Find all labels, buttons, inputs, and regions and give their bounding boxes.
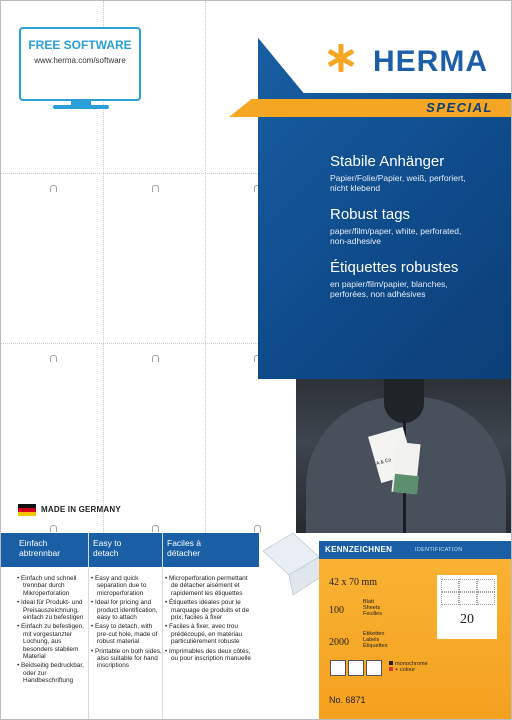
sheets-labels: Blatt Sheets Feuilles (363, 599, 382, 618)
tag-hole (152, 355, 159, 362)
list-item: • Einfach zu befestigen, mit vorgestanzter Lochung, aus besonders stabilem Material (17, 623, 84, 661)
tag-hole (152, 185, 159, 192)
sheet-layout-diagram (437, 575, 497, 639)
feature-list-de (17, 575, 91, 687)
tag-hole (50, 185, 57, 192)
subtitle-de-2: nicht klebend (330, 183, 381, 193)
laser-printer-icon (330, 660, 346, 676)
herma-star-icon (326, 43, 356, 73)
tag-hole (254, 525, 261, 532)
germany-flag-icon (18, 504, 36, 516)
title-fr: Étiquettes robustes (330, 259, 459, 276)
badge-title: FREE SOFTWARE (28, 38, 132, 52)
list-item: • Étiquettes idéales pour le marquage de produits et de prix, faciles à fixer (165, 599, 250, 622)
article-number: No. 6871 (329, 695, 366, 705)
title-en: Robust tags (330, 206, 411, 223)
column-header-de-text: Einfach abtrennbar (19, 538, 61, 558)
label-size: 42 x 70 mm (329, 577, 378, 588)
badge-url: www.herma.com/software (34, 56, 126, 65)
list-item: • Ideal for pricing and product identification, easy to attach (91, 599, 158, 622)
list-item: • Beidseitig bedruckbar, oder zur Handbeschriftung (17, 662, 84, 685)
feature-list-fr (165, 575, 251, 664)
subtitle-fr-1: en papier/film/papier, blanches, (330, 279, 448, 289)
free-software-badge[interactable] (19, 27, 141, 101)
subtitle-de-1: Papier/Folie/Papier, weiß, perforiert, (330, 173, 466, 183)
subtitle-en-2: non-adhesive (330, 236, 382, 246)
category-label: KENNZEICHNEN (325, 545, 393, 554)
feature-list-en (91, 575, 165, 672)
labels-count: 2000 (329, 637, 349, 648)
made-in-label: MADE IN GERMANY (41, 505, 121, 514)
product-photo (296, 379, 511, 533)
print-mode: monochrome + colour (389, 661, 428, 674)
special-label: SPECIAL (426, 100, 493, 115)
perforation-line (205, 1, 206, 533)
list-item: • Einfach und schnell trennbar durch Mikroperforation (17, 575, 77, 597)
labels-per-sheet: 20 (460, 612, 474, 627)
subtitle-fr-2: perforées, non adhésives (330, 289, 426, 299)
tag-text: A & Co (375, 456, 393, 468)
tag-image-print (393, 474, 419, 494)
list-item: • Printable on both sides, also suitable for hand inscriptions (91, 647, 162, 670)
subtitle-en-1: paper/film/paper, white, perforated, (330, 226, 462, 236)
list-item: • Faciles à fixer, avec trou prédécoupé, en matériau particulièrement robuste (165, 623, 243, 646)
column-header-fr-text: Faciles à détacher (167, 538, 202, 558)
sheets-count: 100 (329, 605, 344, 616)
list-item: • Easy to detach, with pre-cut hole, made of robust material (91, 623, 158, 646)
inkjet-printer-icon (366, 660, 382, 676)
tag-hole (152, 525, 159, 532)
tag-hole (50, 355, 57, 362)
list-item: • Easy and quick separation due to microperforation (91, 575, 147, 597)
list-item: • Imprimables des deux côtés, ou pour inscription manuelle (165, 647, 251, 663)
folded-tag-icon (263, 529, 323, 599)
jacket-collar (384, 379, 424, 423)
list-item: • Ideal für Produkt- und Preisauszeichnung, einfach zu befestigen (17, 599, 84, 622)
category-sublabel: IDENTIFICATION (415, 547, 463, 553)
copier-icon (348, 660, 364, 676)
monitor-foot-icon (53, 105, 109, 109)
brand-logo: HERMA (373, 45, 488, 78)
tag-hole (50, 525, 57, 532)
list-item: • Microperforation permettant de détacher aisément et rapidement les étiquettes (165, 575, 248, 597)
title-de: Stabile Anhänger (330, 153, 445, 170)
column-header-en-text: Easy to detach (93, 538, 122, 558)
labels-labels: Etiketten Labels Étiquettes (363, 631, 388, 650)
